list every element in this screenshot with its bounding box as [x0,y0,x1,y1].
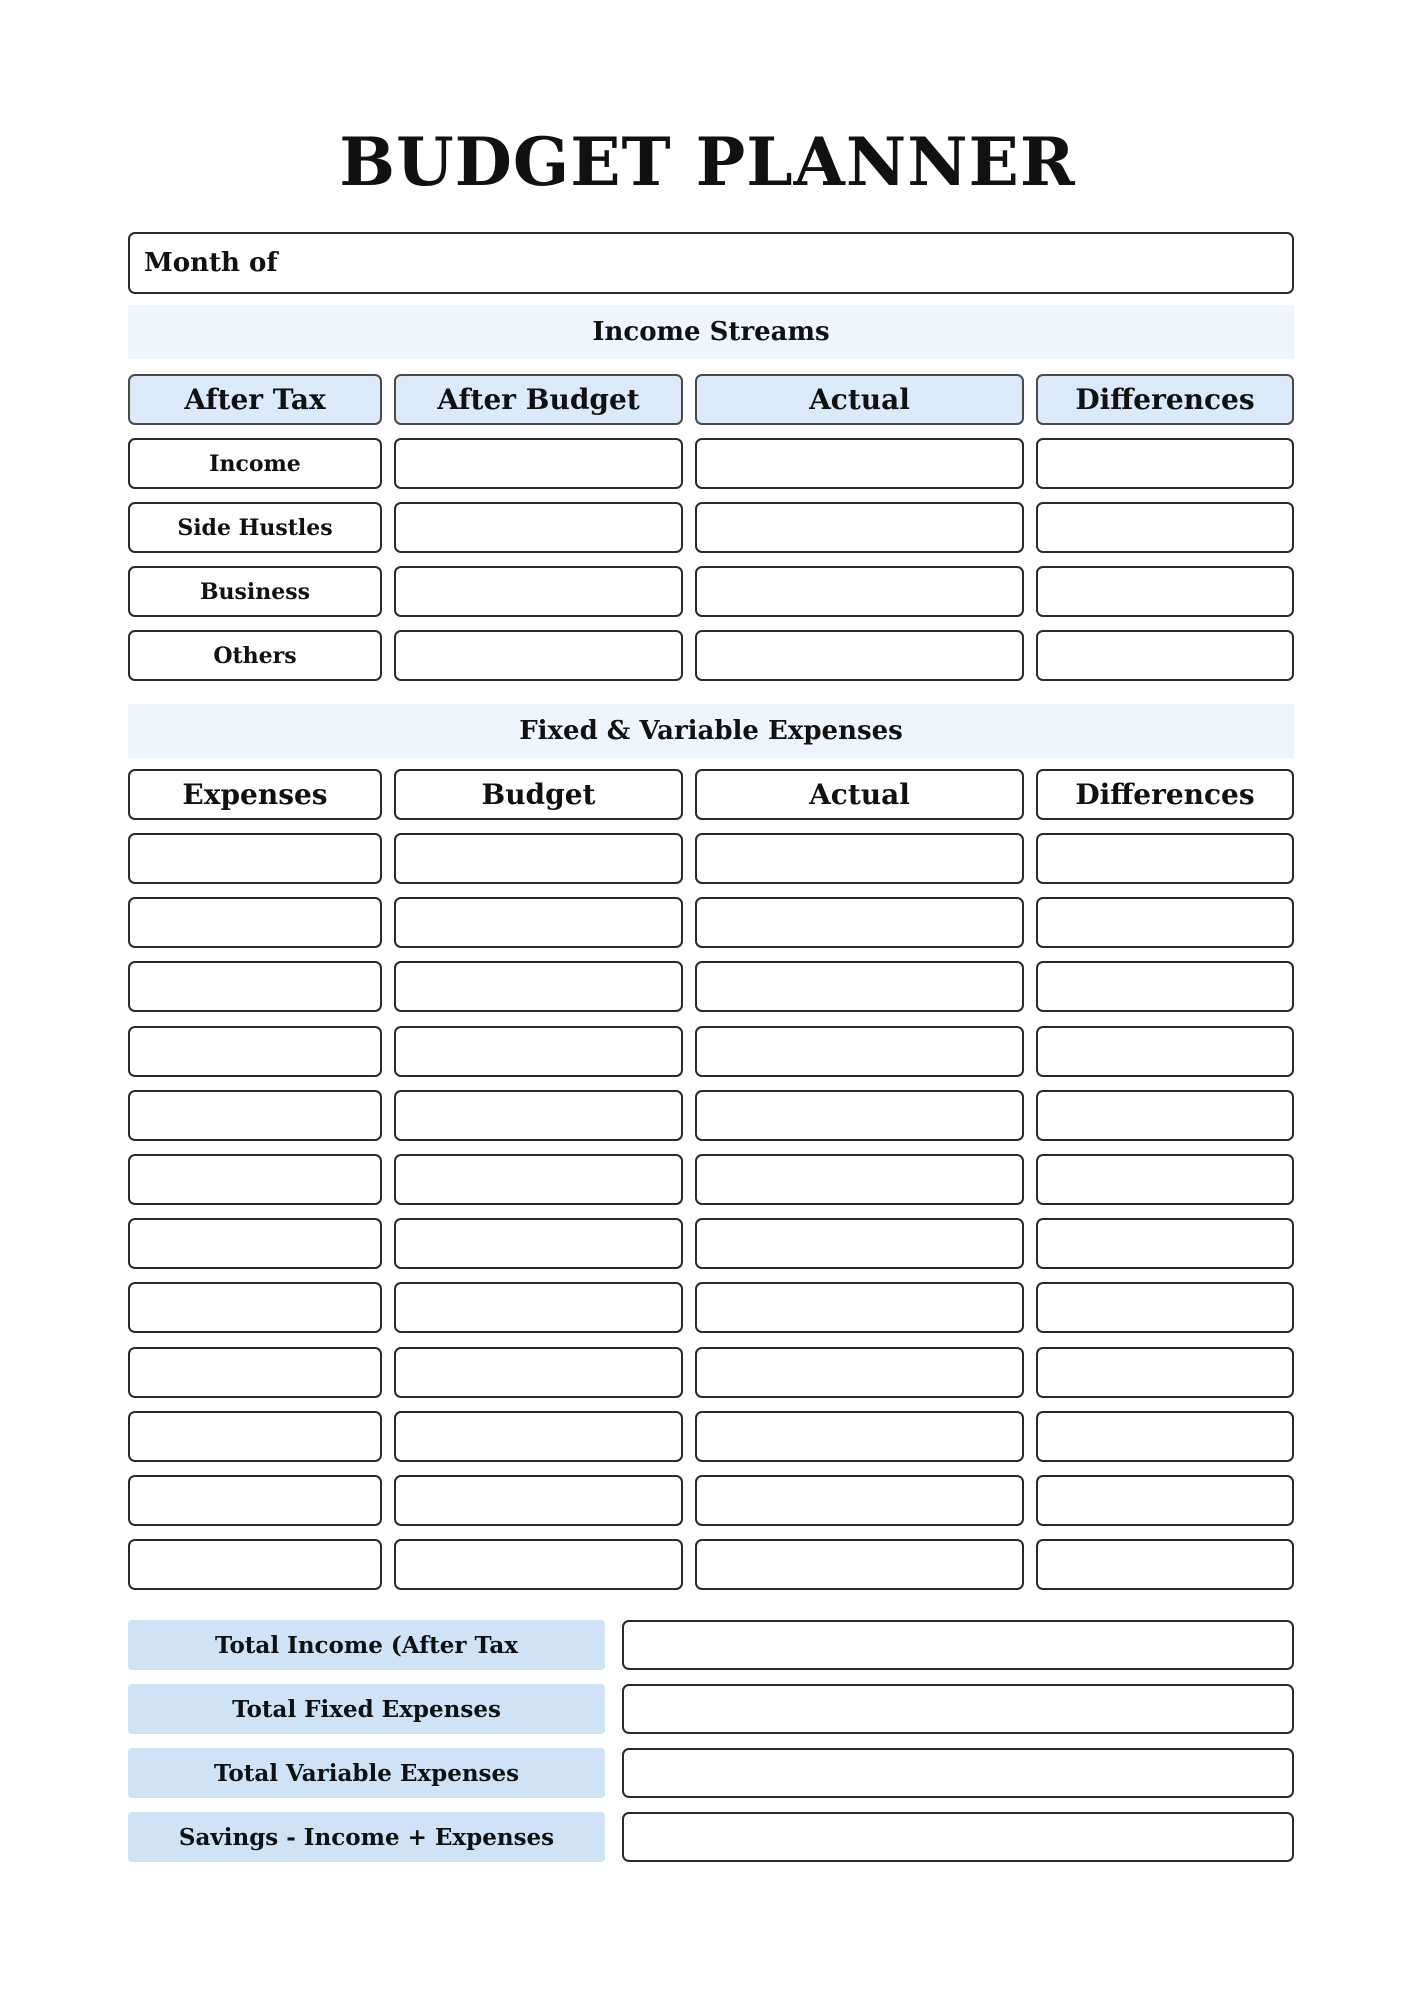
expense-input-cell[interactable] [394,1026,683,1077]
expense-input-cell[interactable] [695,1026,1024,1077]
expense-input-cell[interactable] [128,1026,382,1077]
income-input-cell[interactable] [1036,566,1294,617]
income-header-col3: Actual [695,374,1024,425]
income-input-cell[interactable] [1036,630,1294,681]
expense-input-cell[interactable] [394,1154,683,1205]
expense-input-cell[interactable] [128,1218,382,1269]
income-row-label: Others [128,630,382,681]
expense-input-cell[interactable] [695,1539,1024,1590]
expense-input-cell[interactable] [695,1090,1024,1141]
expense-input-cell[interactable] [394,1475,683,1526]
expense-input-cell[interactable] [394,1539,683,1590]
expense-input-cell[interactable] [1036,1475,1294,1526]
expenses-header-col1: Expenses [128,769,382,820]
expense-input-cell[interactable] [394,897,683,948]
income-input-cell[interactable] [695,630,1024,681]
expenses-section-header: Fixed & Variable Expenses [128,704,1294,758]
total-label: Savings - Income + Expenses [128,1812,605,1862]
income-streams-header: Income Streams [128,305,1294,359]
expense-input-cell[interactable] [394,1347,683,1398]
expense-input-cell[interactable] [695,1154,1024,1205]
expense-input-cell[interactable] [394,833,683,884]
expense-input-cell[interactable] [695,1347,1024,1398]
income-input-cell[interactable] [1036,438,1294,489]
income-input-cell[interactable] [695,502,1024,553]
month-field[interactable] [128,232,1294,294]
total-value-field[interactable] [622,1620,1294,1670]
expense-input-cell[interactable] [1036,1282,1294,1333]
expense-input-cell[interactable] [1036,961,1294,1012]
income-row-label: Income [128,438,382,489]
expense-input-cell[interactable] [695,1411,1024,1462]
income-input-cell[interactable] [695,566,1024,617]
expense-input-cell[interactable] [128,1282,382,1333]
expense-input-cell[interactable] [394,1090,683,1141]
expense-input-cell[interactable] [695,1218,1024,1269]
total-label: Total Income (After Tax [128,1620,605,1670]
expense-input-cell[interactable] [128,961,382,1012]
expense-input-cell[interactable] [695,1282,1024,1333]
expense-input-cell[interactable] [128,1154,382,1205]
income-header-col2: After Budget [394,374,683,425]
income-header-col1: After Tax [128,374,382,425]
expense-input-cell[interactable] [394,961,683,1012]
expense-input-cell[interactable] [1036,1154,1294,1205]
expense-input-cell[interactable] [1036,1539,1294,1590]
income-row-label: Side Hustles [128,502,382,553]
total-label: Total Fixed Expenses [128,1684,605,1734]
income-row-label: Business [128,566,382,617]
total-label: Total Variable Expenses [128,1748,605,1798]
total-value-field[interactable] [622,1748,1294,1798]
expense-input-cell[interactable] [695,961,1024,1012]
expense-input-cell[interactable] [128,1090,382,1141]
expense-input-cell[interactable] [128,897,382,948]
expense-input-cell[interactable] [394,1218,683,1269]
income-header-col4: Differences [1036,374,1294,425]
income-input-cell[interactable] [394,502,683,553]
total-value-field[interactable] [622,1812,1294,1862]
expense-input-cell[interactable] [1036,833,1294,884]
income-input-cell[interactable] [394,630,683,681]
expense-input-cell[interactable] [128,833,382,884]
expense-input-cell[interactable] [1036,1218,1294,1269]
month-label: Month of [144,248,278,278]
expenses-header-col4: Differences [1036,769,1294,820]
expense-input-cell[interactable] [394,1411,683,1462]
expense-input-cell[interactable] [1036,1347,1294,1398]
expense-input-cell[interactable] [128,1539,382,1590]
expense-input-cell[interactable] [394,1282,683,1333]
expense-input-cell[interactable] [695,1475,1024,1526]
expenses-header-col2: Budget [394,769,683,820]
expense-input-cell[interactable] [128,1347,382,1398]
total-value-field[interactable] [622,1684,1294,1734]
expenses-header-col3: Actual [695,769,1024,820]
income-input-cell[interactable] [695,438,1024,489]
page-title: BUDGET PLANNER [339,123,1076,201]
expense-input-cell[interactable] [128,1411,382,1462]
expense-input-cell[interactable] [1036,1026,1294,1077]
expense-input-cell[interactable] [1036,1411,1294,1462]
expense-input-cell[interactable] [1036,1090,1294,1141]
expense-input-cell[interactable] [1036,897,1294,948]
income-input-cell[interactable] [1036,502,1294,553]
income-input-cell[interactable] [394,566,683,617]
expense-input-cell[interactable] [128,1475,382,1526]
expense-input-cell[interactable] [695,833,1024,884]
expense-input-cell[interactable] [695,897,1024,948]
income-input-cell[interactable] [394,438,683,489]
